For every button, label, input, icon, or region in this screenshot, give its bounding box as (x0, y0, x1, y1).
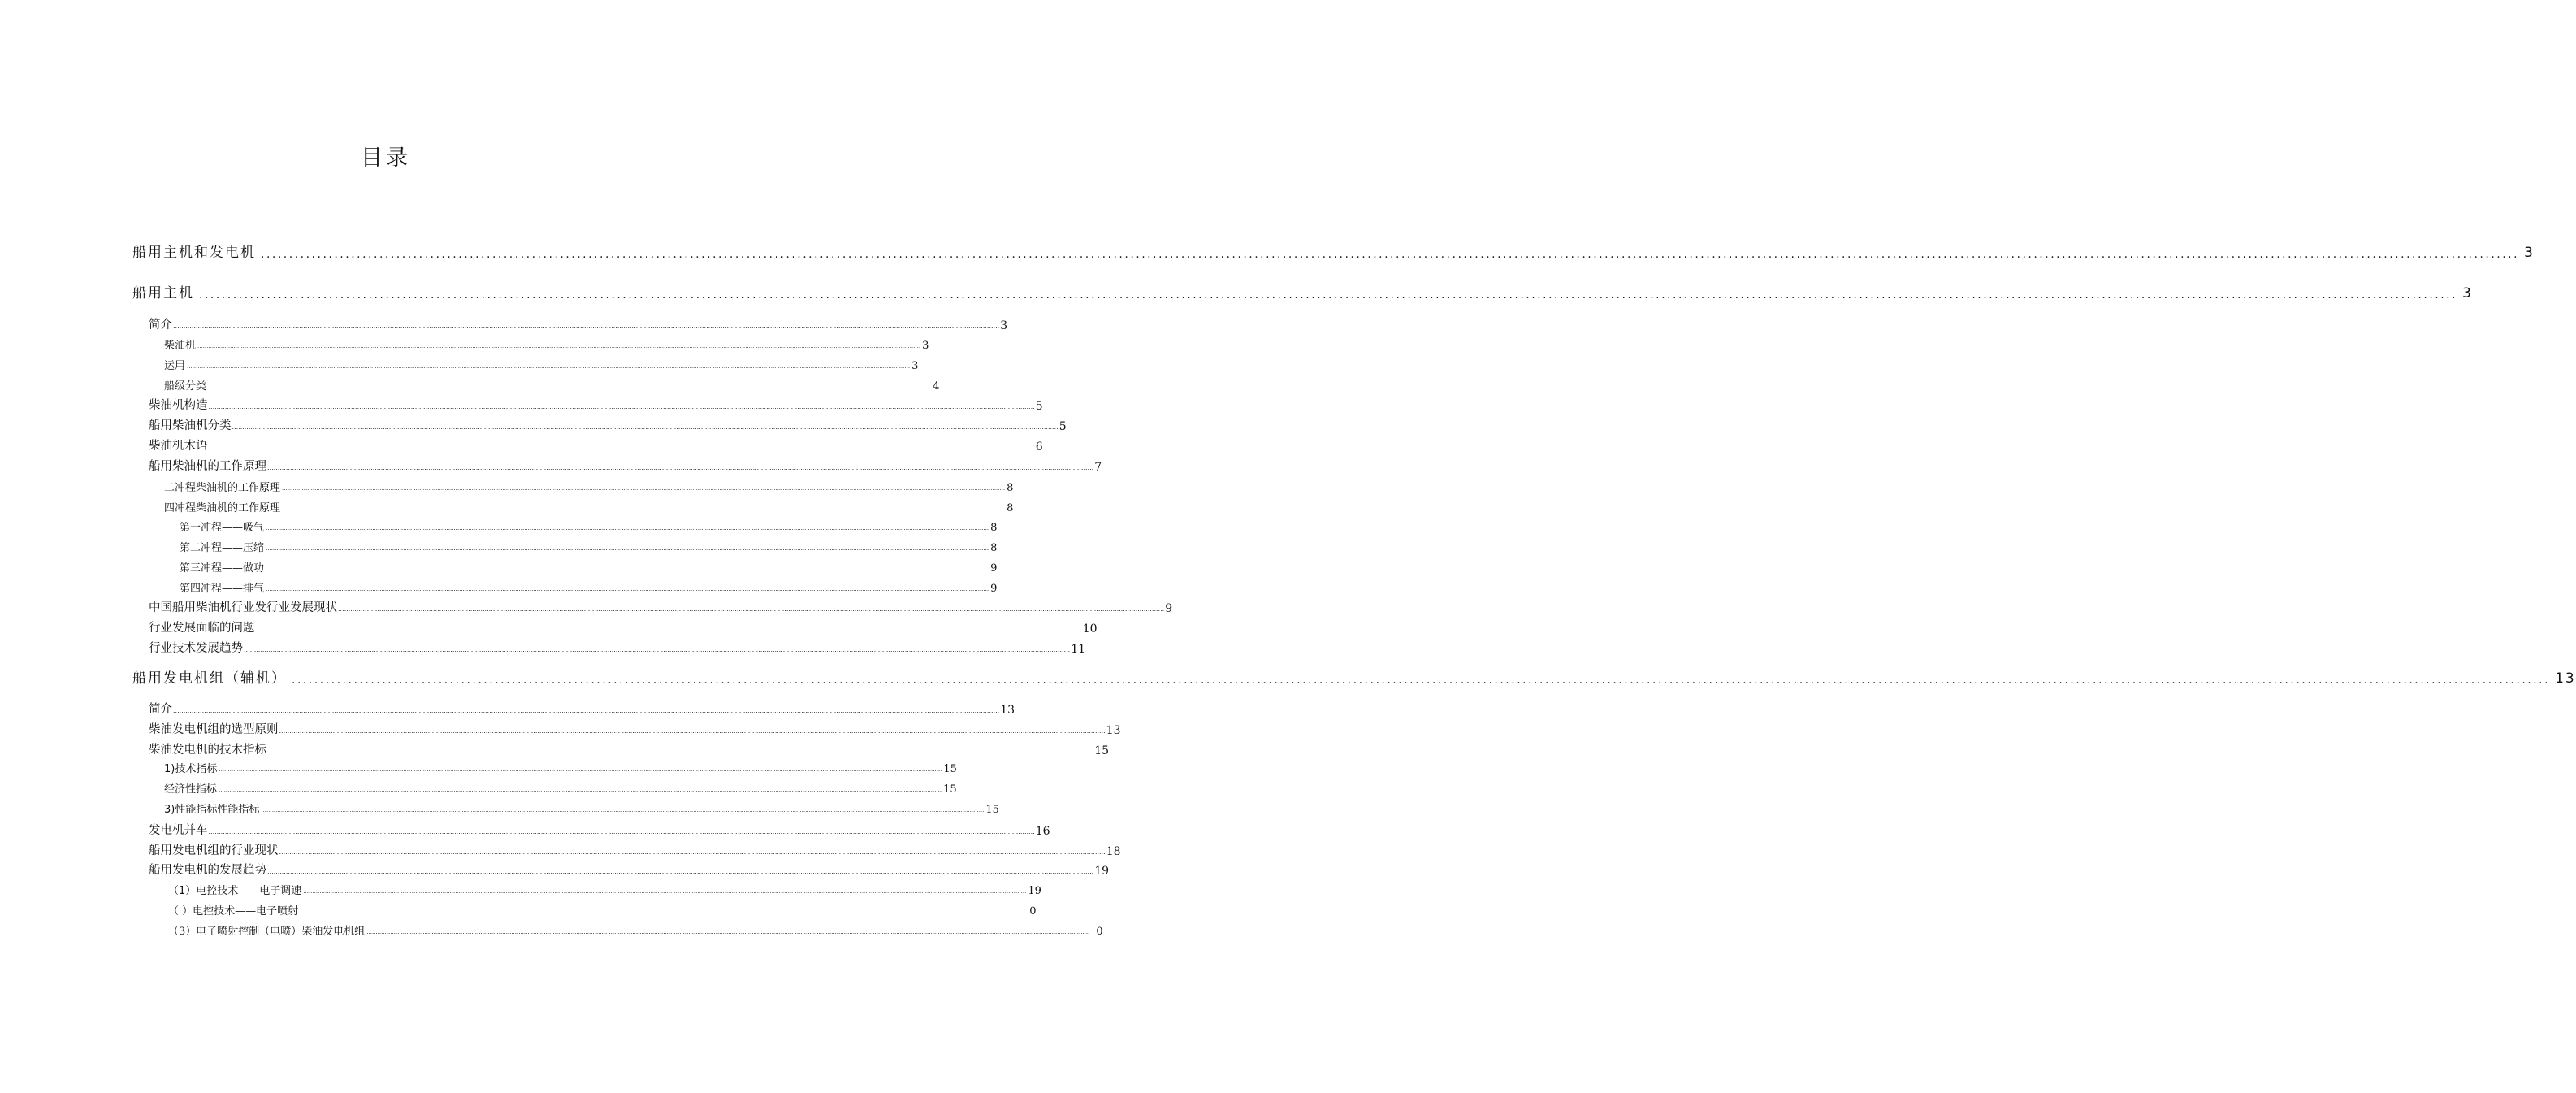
toc-entry-label: 船级分类 (164, 380, 207, 393)
toc-entry[interactable] (149, 598, 1173, 615)
toc-entry[interactable] (149, 396, 1043, 413)
toc-entry-label: 3)性能指标性能指标 (164, 804, 260, 816)
toc-entry[interactable] (149, 700, 1015, 717)
toc-entry-label: 第一冲程——吸气 (180, 522, 265, 534)
toc-dot-leader: ................................................................................................................................................................................................................................................................................................................................................................................................................ (338, 605, 1165, 613)
toc-dot-leader: ................................................................................................................................................................................................................................................................................................................................................................................................................ (279, 848, 1106, 856)
toc-entry[interactable] (164, 377, 940, 393)
toc-dot-leader: ................................................................................................................................................................................................................................................................................................................................................................................................................ (208, 444, 1035, 451)
toc-dot-leader: ................................................................................................................................................................................................................................................................................................................................................................................................................ (219, 766, 942, 773)
toc-entry-label: 简介 (149, 703, 172, 716)
toc-entry-label: 行业技术发展趋势 (149, 642, 243, 655)
toc-entry[interactable] (164, 760, 957, 775)
toc-entry-page-number: 19 (1094, 865, 1110, 878)
toc-entry[interactable] (149, 861, 1110, 878)
toc-dot-leader: ................................................................................................................................................................................................................................................................................................................................................................................................................ (255, 626, 1082, 633)
toc-dot-leader: ................................................................................................................................................................................................................................................................................................................................................................................................................ (267, 464, 1094, 471)
toc-entry-page-number: 3 (911, 360, 919, 372)
toc-entry[interactable] (180, 559, 998, 575)
toc-entry-label: 船用发电机组（辅机） (132, 670, 287, 687)
toc-entry-label: 柴油发电机组的选型原则 (149, 723, 279, 736)
toc-entry-label: 船用柴油机的工作原理 (149, 460, 266, 473)
toc-entry-page-number: 10 (1082, 622, 1098, 635)
toc-entry[interactable] (132, 281, 2473, 301)
toc-dot-leader: ................................................................................................................................................................................................................................................................................................................................................................................................................ (267, 748, 1094, 755)
toc-entry[interactable] (149, 457, 1102, 474)
toc-entry-label: 船用主机和发电机 (132, 245, 256, 261)
toc-dot-leader: ................................................................................................................................................................................................................................................................................................................................................................................................................ (366, 929, 1090, 935)
toc-entry-label: （3）电子喷射控制（电喷）柴油发电机组 (168, 926, 366, 938)
toc-entry-label: 运用 (164, 360, 186, 372)
toc-entry-label: 船用发电机组的行业现状 (149, 844, 279, 857)
toc-entry-page-number: 15 (985, 804, 999, 816)
toc-entry-label: 柴油机构造 (149, 399, 208, 412)
toc-entry-page-number: 5 (1059, 420, 1067, 433)
toc-entry-page-number: 9 (990, 562, 998, 575)
toc-entry-page-number: 15 (943, 783, 957, 796)
toc-entry-page-number: 9 (1165, 602, 1173, 615)
toc-entry[interactable] (149, 740, 1110, 757)
toc-dot-leader: ................................................................................................................................................................................................................................................................................................................................................................................................................ (197, 343, 921, 349)
toc-entry-page-number: 8 (990, 542, 998, 554)
toc-entry-label: （ ）电控技术——电子喷射 (168, 905, 299, 917)
toc-entry-label: 经济性指标 (164, 783, 218, 796)
toc-dot-leader: ................................................................................................................................................................................................................................................................................................................................................................................................................ (199, 288, 2458, 301)
toc-entry[interactable] (149, 416, 1067, 433)
toc-entry-page-number: 0 (1029, 905, 1037, 917)
toc-entry-page-number: 9 (990, 583, 998, 595)
toc-entry[interactable] (180, 518, 998, 534)
toc-entry-page-number: 13 (1000, 704, 1015, 717)
toc-entry-label: 第三冲程——做功 (180, 562, 265, 575)
toc-entry-label: 柴油机 (164, 340, 197, 352)
toc-entry-page-number: 11 (1071, 643, 1086, 656)
toc-entry[interactable] (132, 241, 2535, 261)
toc-entry-label: 柴油发电机的技术指标 (149, 744, 266, 757)
toc-entry-page-number: 7 (1094, 461, 1102, 474)
toc-dot-leader: ................................................................................................................................................................................................................................................................................................................................................................................................................ (173, 323, 1000, 330)
toc-dot-leader: ................................................................................................................................................................................................................................................................................................................................................................................................................ (266, 525, 989, 531)
toc-entry-label: 第四冲程——排气 (180, 583, 265, 595)
toc-entry[interactable] (132, 666, 2576, 687)
toc-entry-page-number: 4 (933, 380, 940, 393)
toc-dot-leader: ................................................................................................................................................................................................................................................................................................................................................................................................................ (300, 909, 1024, 915)
toc-entry[interactable] (168, 922, 1103, 938)
toc-dot-leader: ................................................................................................................................................................................................................................................................................................................................................................................................................ (282, 485, 1006, 492)
toc-entry[interactable] (164, 499, 1014, 514)
toc-entry[interactable] (168, 902, 1037, 917)
toc-entry-page-number: 0 (1096, 926, 1103, 938)
toc-entry[interactable] (149, 315, 1008, 332)
toc-entry[interactable] (168, 882, 1041, 897)
toc-entry[interactable] (164, 780, 957, 796)
toc-entry[interactable] (149, 436, 1043, 453)
toc-entry-page-number: 15 (1094, 744, 1110, 757)
toc-dot-leader: ................................................................................................................................................................................................................................................................................................................................................................................................................ (232, 423, 1059, 431)
toc-entry-page-number: 3 (2462, 285, 2473, 301)
toc-entry-label: 行业发展面临的问题 (149, 622, 255, 635)
toc-entry-label: 柴油机术语 (149, 440, 208, 453)
toc-entry-page-number: 16 (1035, 825, 1050, 838)
toc-entry[interactable] (164, 336, 929, 352)
toc-entry-label: 二冲程柴油机的工作原理 (164, 482, 281, 494)
toc-dot-leader: ................................................................................................................................................................................................................................................................................................................................................................................................................ (261, 248, 2520, 261)
toc-dot-leader: ................................................................................................................................................................................................................................................................................................................................................................................................................ (267, 868, 1094, 875)
toc-entry[interactable] (149, 720, 1121, 737)
toc-entry[interactable] (180, 539, 998, 554)
toc-entry-page-number: 15 (943, 763, 957, 775)
toc-entry-label: 1)技术指标 (164, 763, 218, 775)
toc-entry-page-number: 13 (1106, 724, 1121, 737)
toc-entry-page-number: 19 (1028, 885, 1041, 897)
toc-entry[interactable] (149, 618, 1098, 635)
toc-entry-page-number: 8 (990, 522, 998, 534)
toc-entry-label: 船用柴油机分类 (149, 419, 232, 432)
toc-dot-leader: ................................................................................................................................................................................................................................................................................................................................................................................................................ (266, 545, 989, 552)
toc-entry-page-number: 8 (1007, 502, 1014, 514)
toc-entry-page-number: 5 (1035, 400, 1043, 413)
toc-entry[interactable] (149, 821, 1050, 838)
toc-dot-leader: ................................................................................................................................................................................................................................................................................................................................................................................................................ (303, 888, 1027, 895)
toc-entry-label: 简介 (149, 319, 172, 332)
toc-dot-leader: ................................................................................................................................................................................................................................................................................................................................................................................................................ (219, 787, 942, 793)
toc-dot-leader: ................................................................................................................................................................................................................................................................................................................................................................................................................ (244, 646, 1071, 653)
page-title: 目录 (361, 145, 411, 171)
toc-dot-leader: ................................................................................................................................................................................................................................................................................................................................................................................................................ (266, 566, 989, 572)
toc-dot-leader: ................................................................................................................................................................................................................................................................................................................................................................................................................ (173, 707, 1000, 714)
toc-dot-leader: ................................................................................................................................................................................................................................................................................................................................................................................................................ (282, 505, 1006, 512)
toc-dot-leader: ................................................................................................................................................................................................................................................................................................................................................................................................................ (279, 727, 1106, 735)
toc-dot-leader: ................................................................................................................................................................................................................................................................................................................................................................................................................ (187, 363, 911, 370)
toc-entry-label: （1）电控技术——电子调速 (168, 885, 302, 897)
toc-entry-page-number: 6 (1035, 440, 1043, 453)
toc-entry-label: 船用主机 (132, 285, 194, 301)
toc-entry-page-number: 13 (2555, 670, 2576, 687)
toc-entry[interactable] (164, 357, 919, 372)
toc-entry-label: 发电机并车 (149, 824, 208, 837)
toc-entry-page-number: 8 (1007, 482, 1014, 494)
toc-dot-leader: ................................................................................................................................................................................................................................................................................................................................................................................................................ (292, 674, 2551, 687)
toc-dot-leader: ................................................................................................................................................................................................................................................................................................................................................................................................................ (266, 586, 989, 592)
toc-entry-page-number: 18 (1106, 845, 1121, 858)
toc-entry-label: 第二冲程——压缩 (180, 542, 265, 554)
toc-entry-label: 四冲程柴油机的工作原理 (164, 502, 281, 514)
toc-dot-leader: ................................................................................................................................................................................................................................................................................................................................................................................................................ (261, 807, 985, 813)
toc-entry-label: 船用发电机的发展趋势 (149, 864, 266, 877)
toc-entry[interactable] (164, 800, 999, 816)
toc-entry-page-number: 3 (2524, 245, 2535, 261)
toc-entry[interactable] (164, 479, 1014, 494)
toc-entry-page-number: 3 (922, 340, 929, 352)
toc-entry[interactable] (180, 579, 998, 595)
toc-entry[interactable] (149, 841, 1121, 858)
toc-dot-leader: ................................................................................................................................................................................................................................................................................................................................................................................................................ (208, 403, 1035, 410)
toc-dot-leader: ................................................................................................................................................................................................................................................................................................................................................................................................................ (208, 828, 1035, 835)
toc-entry[interactable] (149, 639, 1086, 656)
toc-entry-label: 中国船用柴油机行业发行业发展现状 (149, 601, 337, 614)
toc-entry-page-number: 3 (1000, 319, 1008, 332)
toc-dot-leader: ................................................................................................................................................................................................................................................................................................................................................................................................................ (208, 384, 932, 390)
